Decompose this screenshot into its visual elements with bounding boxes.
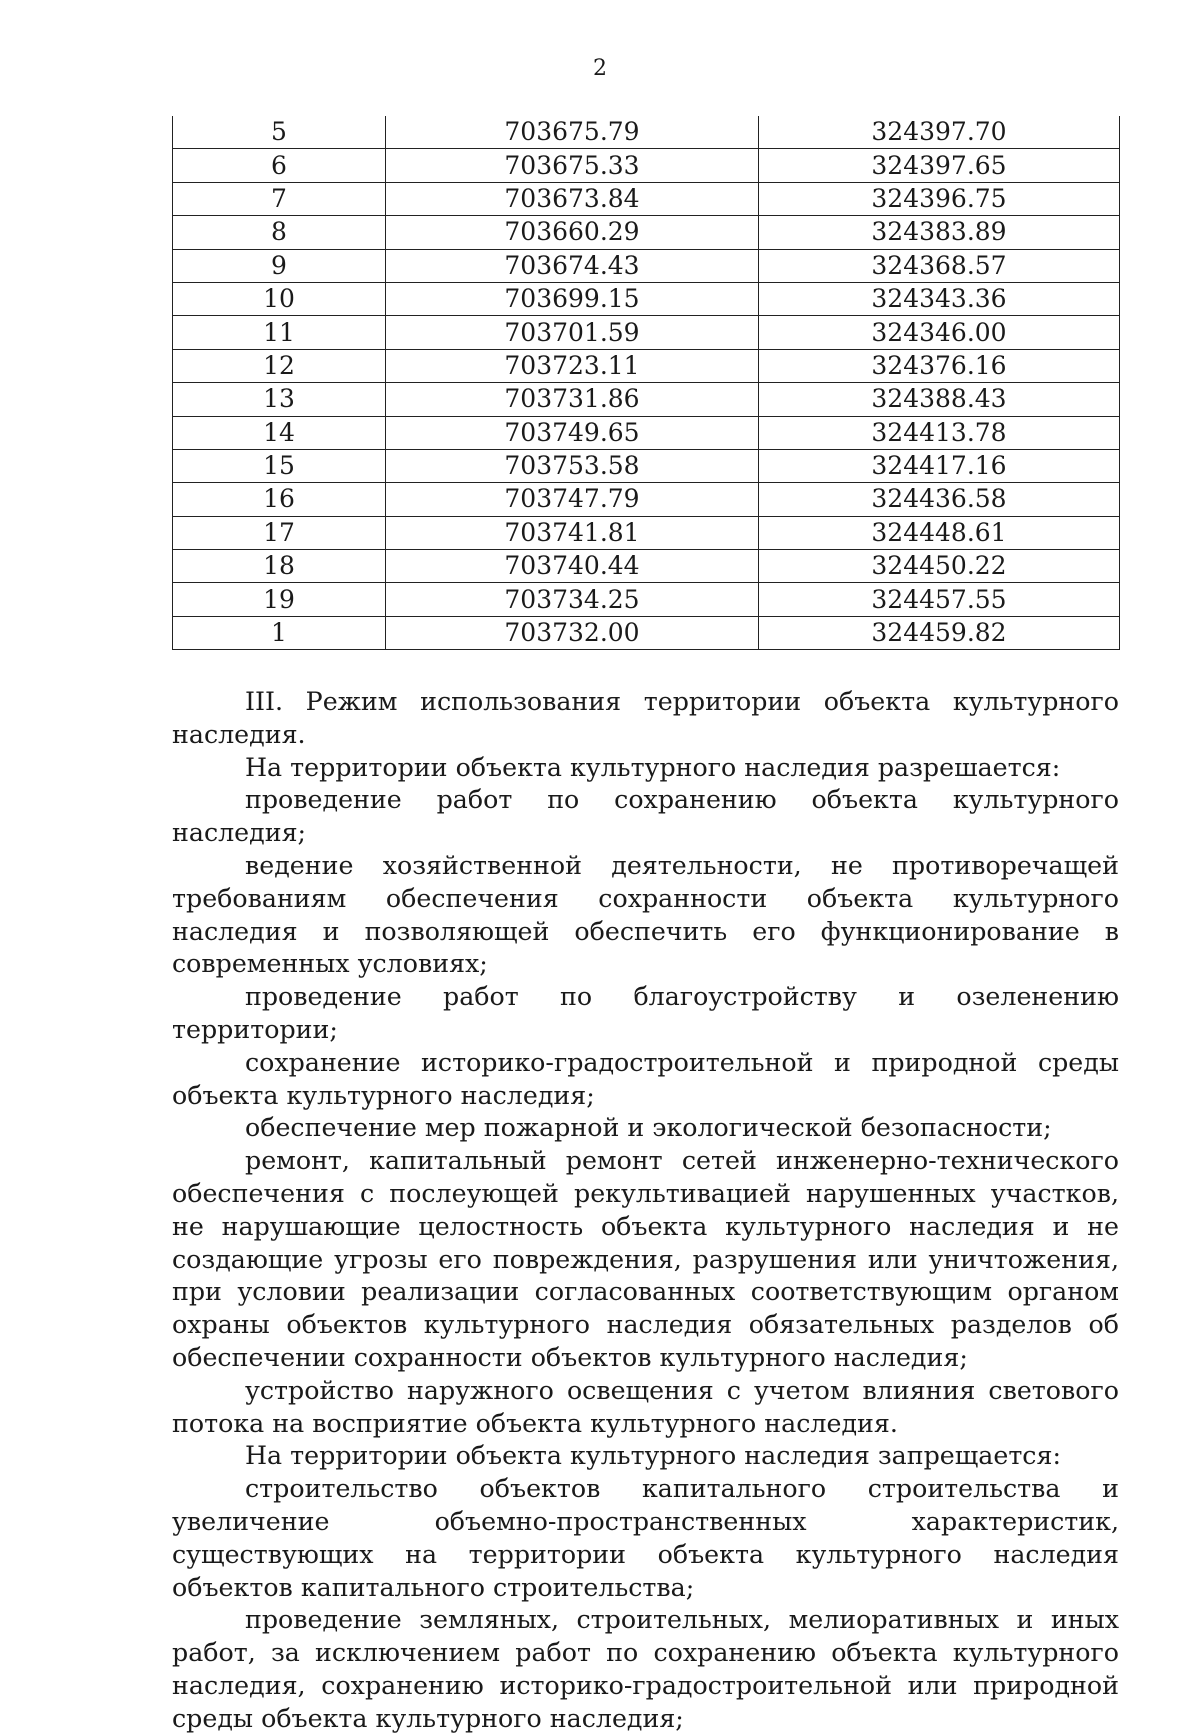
paragraph: проведение земляных, строительных, мелиоративных и иных работ, за исключением работ по сохранению объекта культурного наследия, сохранению историко-градостроительной или природной среды объекта культурного наследия;	[172, 1605, 1119, 1733]
x-coordinate-cell: 703675.33	[386, 149, 759, 182]
y-coordinate-cell: 324388.43	[759, 383, 1120, 416]
table-row	[173, 249, 1120, 282]
point-number-cell: 16	[173, 483, 386, 516]
paragraph: сохранение историко-градостроительной и природной среды объекта культурного наследия;	[172, 1047, 1119, 1110]
y-coordinate-cell: 324417.16	[759, 449, 1120, 482]
table-row	[173, 449, 1120, 482]
x-coordinate-cell: 703701.59	[386, 316, 759, 349]
y-coordinate-cell: 324413.78	[759, 416, 1120, 449]
table-row	[173, 416, 1120, 449]
x-coordinate-cell: 703740.44	[386, 550, 759, 583]
table-row	[173, 583, 1120, 616]
table-row	[173, 516, 1120, 549]
y-coordinate-cell: 324397.70	[759, 116, 1120, 149]
table-row	[173, 282, 1120, 315]
x-coordinate-cell: 703699.15	[386, 282, 759, 315]
paragraph: ремонт, капитальный ремонт сетей инженерно-технического обеспечения с послеующей рекультивацией нарушенных участков, не нарушающие целостность объекта культурного наследия и не создающие угрозы его повреждения, разрушения или уничтожения, при условии реализации согласованных соответствующим органом охраны объектов культурного наследия обязательных разделов об обеспечении сохранности объектов культурного наследия;	[172, 1146, 1119, 1372]
x-coordinate-cell: 703734.25	[386, 583, 759, 616]
paragraph: проведение работ по сохранению объекта культурного наследия;	[172, 785, 1119, 848]
coordinates-table	[172, 116, 1120, 650]
x-coordinate-cell: 703741.81	[386, 516, 759, 549]
point-number-cell: 14	[173, 416, 386, 449]
point-number-cell: 5	[173, 116, 386, 149]
paragraph: проведение работ по благоустройству и озеленению территории;	[172, 982, 1119, 1044]
x-coordinate-cell: 703747.79	[386, 483, 759, 516]
paragraph: обеспечение мер пожарной и экологической безопасности;	[245, 1113, 1052, 1143]
point-number-cell: 6	[173, 149, 386, 182]
section-heading: III. Режим использования территории объекта культурного наследия.	[172, 687, 1119, 749]
point-number-cell: 8	[173, 216, 386, 249]
point-number-cell: 18	[173, 550, 386, 583]
table-row	[173, 316, 1120, 349]
y-coordinate-cell: 324436.58	[759, 483, 1120, 516]
point-number-cell: 7	[173, 182, 386, 215]
table-row	[173, 616, 1120, 649]
table-row	[173, 149, 1120, 182]
x-coordinate-cell: 703660.29	[386, 216, 759, 249]
x-coordinate-cell: 703675.79	[386, 116, 759, 149]
x-coordinate-cell: 703673.84	[386, 182, 759, 215]
x-coordinate-cell: 703749.65	[386, 416, 759, 449]
table-row	[173, 483, 1120, 516]
y-coordinate-cell: 324368.57	[759, 249, 1120, 282]
table-row	[173, 182, 1120, 215]
point-number-cell: 19	[173, 583, 386, 616]
y-coordinate-cell: 324459.82	[759, 616, 1120, 649]
point-number-cell: 9	[173, 249, 386, 282]
document-body	[172, 686, 1119, 1736]
y-coordinate-cell: 324450.22	[759, 550, 1120, 583]
paragraph: ведение хозяйственной деятельности, не противоречащей требованиям обеспечения сохранности объекта культурного наследия и позволяющей обеспечить его функционирование в современных условиях;	[172, 850, 1119, 979]
table-row	[173, 383, 1120, 416]
x-coordinate-cell: 703674.43	[386, 249, 759, 282]
x-coordinate-cell: 703753.58	[386, 449, 759, 482]
point-number-cell: 13	[173, 383, 386, 416]
paragraph: устройство наружного освещения с учетом влияния светового потока на восприятие объекта культурного наследия.	[172, 1375, 1119, 1438]
y-coordinate-cell: 324343.36	[759, 282, 1120, 315]
y-coordinate-cell: 324346.00	[759, 316, 1120, 349]
x-coordinate-cell: 703731.86	[386, 383, 759, 416]
y-coordinate-cell: 324448.61	[759, 516, 1120, 549]
table-row	[173, 349, 1120, 382]
paragraph: На территории объекта культурного наследия разрешается:	[245, 752, 1061, 782]
point-number-cell: 11	[173, 316, 386, 349]
y-coordinate-cell: 324396.75	[759, 182, 1120, 215]
x-coordinate-cell: 703732.00	[386, 616, 759, 649]
y-coordinate-cell: 324376.16	[759, 349, 1120, 382]
paragraph: строительство объектов капитального строительства и увеличение объемно-пространственных характеристик, существующих на территории объекта культурного наследия объектов капитального строительства;	[172, 1474, 1119, 1602]
table-row	[173, 116, 1120, 149]
y-coordinate-cell: 324457.55	[759, 583, 1120, 616]
x-coordinate-cell: 703723.11	[386, 349, 759, 382]
page-number: 2	[593, 56, 607, 81]
point-number-cell: 1	[173, 616, 386, 649]
table-row	[173, 216, 1120, 249]
point-number-cell: 17	[173, 516, 386, 549]
paragraph: На территории объекта культурного наследия запрещается:	[245, 1441, 1061, 1471]
y-coordinate-cell: 324383.89	[759, 216, 1120, 249]
point-number-cell: 12	[173, 349, 386, 382]
point-number-cell: 10	[173, 282, 386, 315]
y-coordinate-cell: 324397.65	[759, 149, 1120, 182]
table-row	[173, 550, 1120, 583]
point-number-cell: 15	[173, 449, 386, 482]
